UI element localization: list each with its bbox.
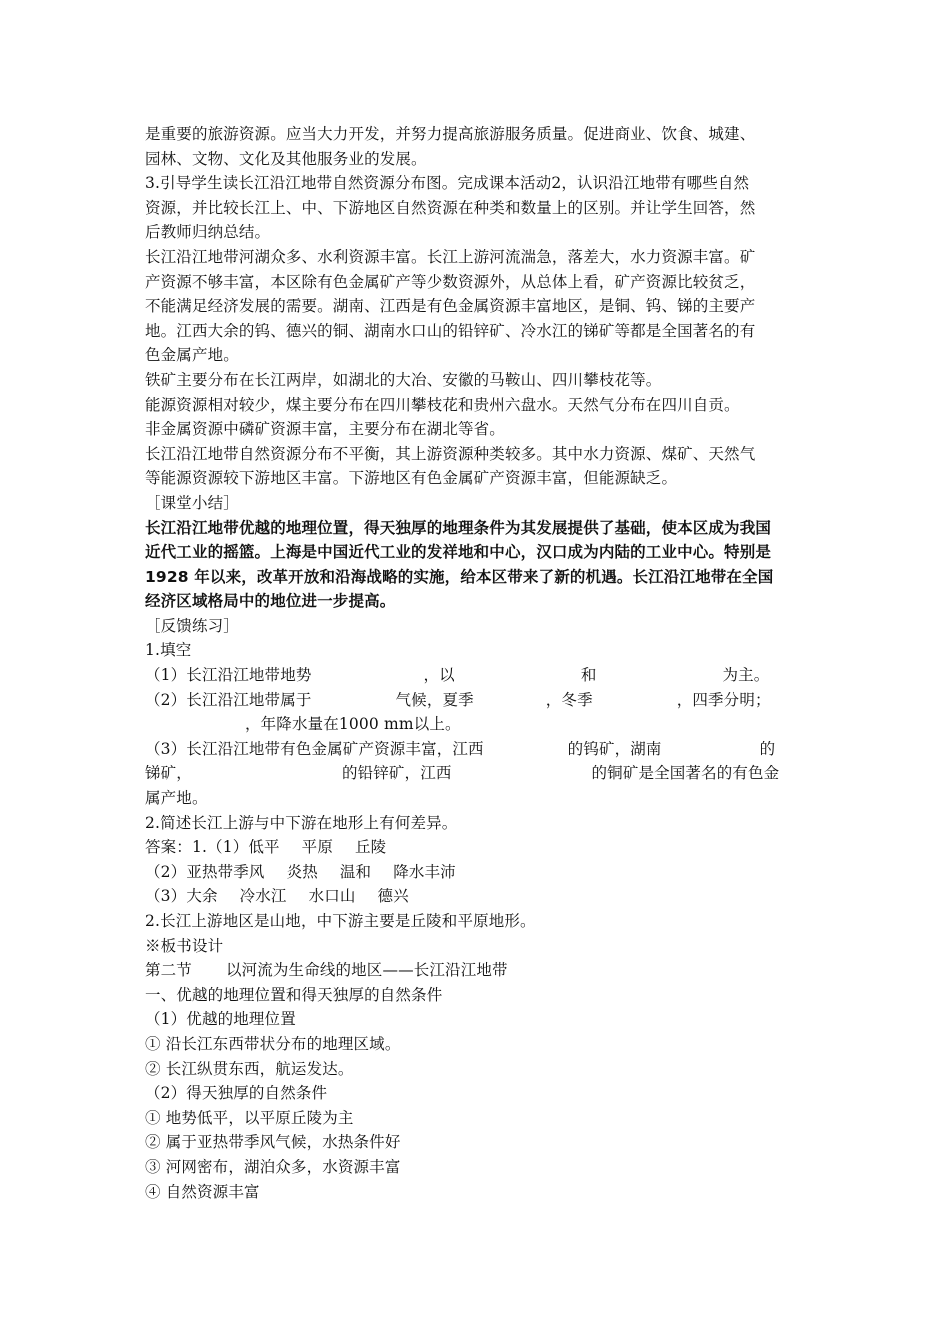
outline-item: ④ 自然资源丰富 [145, 1182, 260, 1201]
text-line: 非金属资源中磷矿资源丰富，主要分布在湖北等省。 [145, 420, 505, 439]
text-line: 园林、文物、文化及其他服务业的发展。 [145, 149, 427, 168]
q1-3-text-d: 锑矿， [145, 764, 192, 783]
answer-line-2 [145, 860, 815, 885]
answer-item: 温和 [339, 862, 372, 881]
question-1-3-end: 属产地。 [145, 789, 208, 808]
answer-item: 降水丰沛 [393, 862, 456, 881]
q1-2-text-a: （2）长江沿江地带属于 [145, 690, 312, 709]
section-title: 以河流为生命线的地区——长江沿江地带 [225, 961, 508, 980]
q1-2-text-b: 气候，夏季 [395, 690, 474, 709]
answer-item: 冷水江 [239, 887, 287, 906]
text-line: 地。江西大余的钨、德兴的铜、湖南水口山的铅锌矿、冷水江的锑矿等都是全国著名的有 [145, 321, 756, 340]
section-heading [145, 958, 815, 983]
q1-3-text-a: （3）长江沿江地带有色金属矿产资源丰富，江西 [145, 739, 484, 758]
text-line: 不能满足经济发展的需要。湖南、江西是有色金属资源丰富地区，是铜、钨、锑的主要产 [145, 297, 756, 316]
answer-label: （2） [145, 862, 187, 881]
outline-item: ② 长江纵贯东西，航运发达。 [145, 1059, 354, 1078]
exercise-heading: ［反馈练习］ [145, 616, 239, 635]
q1-1-text-a: （1）长江沿江地带地势 [145, 666, 312, 685]
q1-1-text-c: 和 [580, 666, 597, 685]
outline-item: 一、优越的地理位置和得天独厚的自然条件 [145, 985, 443, 1004]
answer-label: （3） [145, 887, 187, 906]
summary-line: 长江沿江地带优越的地理位置，得天独厚的地理条件为其发展提供了基础，使本区成为我国 [145, 518, 772, 537]
text-line: 能源资源相对较少，煤主要分布在四川攀枝花和贵州六盘水。天然气分布在四川自贡。 [145, 395, 740, 414]
text-line: 等能源资源较下游地区丰富。下游地区有色金属矿产资源丰富，但能源缺乏。 [145, 469, 678, 488]
question-1-3-cont [145, 761, 815, 786]
text-line: 色金属产地。 [145, 346, 239, 365]
text-line: 长江沿江地带河湖众多、水利资源丰富。长江上游河流湍急，落差大，水力资源丰富。矿 [145, 247, 756, 266]
summary-heading: ［课堂小结］ [145, 493, 239, 512]
outline-item: （1）优越的地理位置 [145, 1010, 296, 1029]
outline-item: ① 沿长江东西带状分布的地理区域。 [145, 1034, 401, 1053]
answer-item: 水口山 [308, 887, 356, 906]
question-1-2 [145, 688, 815, 713]
section-label: 第二节 [145, 961, 192, 980]
q1-1-text-d: 为主。 [722, 666, 770, 685]
question-1-1 [145, 663, 815, 688]
outline-item: （2）得天独厚的自然条件 [145, 1084, 328, 1103]
answer-item: 丘陵 [354, 838, 387, 857]
text-line: 铁矿主要分布在长江两岸，如湖北的大冶、安徽的马鞍山、四川攀枝花等。 [145, 370, 662, 389]
q1-3-text-c: 的 [759, 739, 776, 758]
question-1-title: 1.填空 [145, 641, 192, 660]
q1-1-text-b: ，以 [423, 666, 455, 685]
text-line: 是重要的旅游资源。应当大力开发，并努力提高旅游服务质量。促进商业、饮食、城建、 [145, 125, 756, 143]
outline-item: ② 属于亚热带季风气候，水热条件好 [145, 1133, 401, 1152]
answer-item: 平原 [301, 838, 333, 857]
question-2: 2.简述长江上游与中下游在地形上有何差异。 [145, 813, 458, 832]
answer-label: 答案：1.（1） [145, 838, 249, 857]
text-line: 产资源不够丰富，本区除有色金属矿产等少数资源外，从总体上看，矿产资源比较贫乏， [145, 272, 756, 291]
answer-item: 低平 [248, 838, 280, 857]
question-1-3 [145, 737, 815, 762]
q1-3-text-b: 的钨矿，湖南 [567, 739, 662, 758]
answer-line-3 [145, 884, 815, 909]
answer-item: 大余 [186, 887, 218, 906]
summary-line: 近代工业的摇篮。上海是中国近代工业的发祥地和中心，汉口成为内陆的工业中心。特别是 [145, 543, 772, 562]
text-line: 长江沿江地带自然资源分布不平衡，其上游资源种类较多。其中水力资源、煤矿、天然气 [145, 444, 756, 463]
outline-item: ③ 河网密布，湖泊众多，水资源丰富 [145, 1157, 401, 1176]
answer-item: 德兴 [377, 887, 409, 906]
q1-3-text-e: 的铅锌矿，江西 [341, 764, 452, 783]
question-1-2-cont [145, 712, 815, 737]
text-line: 后教师归纳总结。 [145, 223, 271, 242]
answer-line-4: 2.长江上游地区是山地，中下游主要是丘陵和平原地形。 [145, 912, 536, 930]
q1-3-text-f: 的铜矿是全国著名的有色金 [591, 764, 780, 783]
answer-item: 亚热带季风 [186, 862, 265, 881]
text-line: 3.引导学生读长江沿江地带自然资源分布图。完成课本活动2，认识沿江地带有哪些自然 [145, 174, 750, 193]
text-line: 资源，并比较长江上、中、下游地区自然资源在种类和数量上的区别。并让学生回答，然 [145, 198, 756, 217]
document-body [145, 122, 815, 1204]
summary-line: 1928 年以来，改革开放和沿海战略的实施，给本区带来了新的机遇。长江沿江地带在全国 [145, 567, 774, 586]
q1-2-text-c: ，冬季 [545, 690, 593, 709]
outline-item: ① 地势低平，以平原丘陵为主 [145, 1108, 354, 1127]
answer-item: 炎热 [286, 862, 318, 881]
q1-2-text-e: ，年降水量在1000 mm以上。 [245, 715, 461, 734]
answer-line-1 [145, 835, 815, 860]
board-heading: ※板书设计 [145, 936, 224, 955]
q1-2-text-d: ，四季分明； [676, 690, 771, 709]
summary-line: 经济区域格局中的地位进一步提高。 [145, 592, 396, 611]
